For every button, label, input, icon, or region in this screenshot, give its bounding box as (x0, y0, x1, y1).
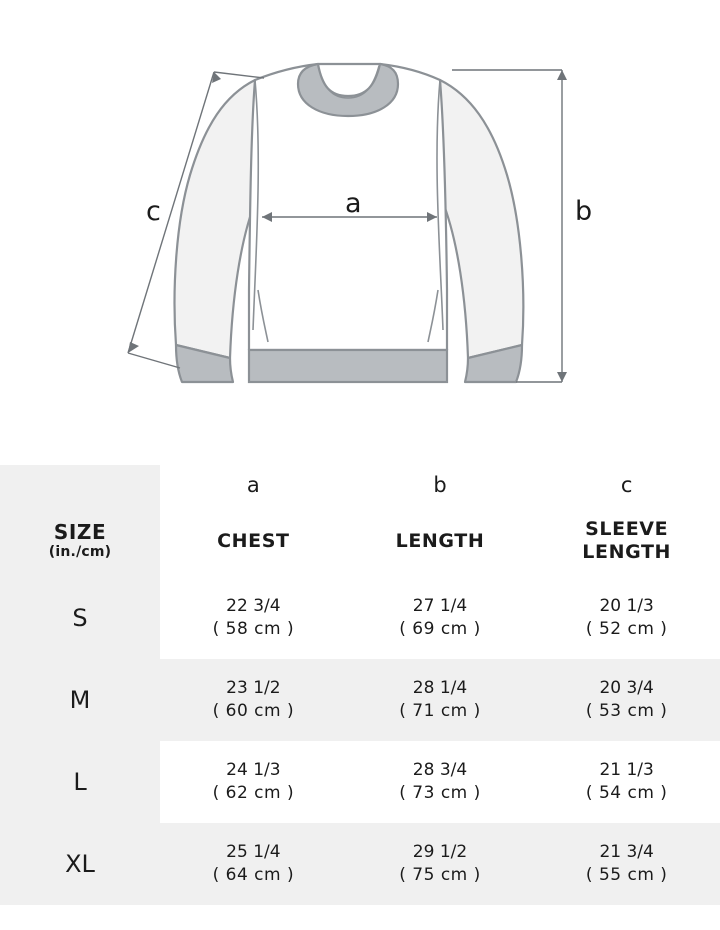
header-size-label: SIZE (53, 520, 107, 545)
row-size-xl: XL (0, 823, 160, 905)
cell-length-s-in: 27 1/4 (412, 596, 468, 617)
cell-chest-m-in: 23 1/2 (226, 678, 281, 699)
cell-sleeve-l-cm: ( 54 cm ) (585, 783, 668, 803)
cell-chest-xl (160, 823, 347, 905)
cell-length-m-in: 28 1/4 (412, 678, 468, 699)
dimension-b-arrow-bottom (557, 372, 567, 382)
table-row (0, 577, 720, 659)
row-size-m: M (0, 659, 160, 741)
cell-sleeve-s-cm: ( 52 cm ) (585, 619, 668, 639)
cell-chest-l-cm: ( 62 cm ) (212, 783, 295, 803)
dimension-c-guide-bottom (128, 353, 180, 368)
cell-sleeve-m-in: 20 3/4 (599, 678, 654, 699)
cell-sleeve-xl (533, 823, 720, 905)
cell-length-xl-in: 29 1/2 (412, 842, 468, 863)
size-chart (0, 465, 720, 930)
cell-sleeve-l (533, 741, 720, 823)
cell-chest-s-in: 22 3/4 (226, 596, 281, 617)
right-sleeve (440, 80, 523, 358)
cell-length-m (347, 659, 534, 741)
row-size-s: S (0, 577, 160, 659)
table-key-row (0, 465, 720, 505)
cell-sleeve-m-cm: ( 53 cm ) (585, 701, 668, 721)
dimension-c-guide-top (214, 72, 264, 78)
cell-chest-s (160, 577, 347, 659)
left-sleeve (175, 80, 256, 358)
table-row (0, 741, 720, 823)
cell-length-l-cm: ( 73 cm ) (399, 783, 481, 803)
table-row (0, 823, 720, 905)
cell-chest-l-in: 24 1/3 (226, 760, 281, 781)
waistband (249, 350, 447, 382)
garment-drawing (175, 64, 524, 382)
cell-sleeve-s-in: 20 1/3 (599, 596, 654, 617)
cell-chest-m-cm: ( 60 cm ) (212, 701, 295, 721)
cell-chest-xl-in: 25 1/4 (226, 842, 281, 863)
key-cell-a: a (160, 465, 347, 505)
cell-sleeve-xl-in: 21 3/4 (599, 842, 654, 863)
row-size-l: L (0, 741, 160, 823)
dimension-label-c: c (146, 196, 161, 227)
key-cell-c: c (533, 465, 720, 505)
cell-sleeve-m (533, 659, 720, 741)
cell-length-xl (347, 823, 534, 905)
cell-chest-l (160, 741, 347, 823)
header-size-unit: (in./cm) (48, 544, 112, 561)
header-sleeve-line1: SLEEVE (585, 518, 669, 541)
cell-length-m-cm: ( 71 cm ) (399, 701, 481, 721)
header-length: LENGTH (395, 530, 485, 552)
key-cell-empty (0, 465, 160, 505)
cell-chest-xl-cm: ( 64 cm ) (212, 865, 295, 885)
cell-chest-m (160, 659, 347, 741)
dimension-c-arrow-bottom (128, 342, 139, 353)
table-header-row (0, 505, 720, 577)
cell-chest-s-cm: ( 58 cm ) (212, 619, 295, 639)
cell-length-l (347, 741, 534, 823)
cell-length-s-cm: ( 69 cm ) (399, 619, 481, 639)
cell-length-s (347, 577, 534, 659)
header-size (0, 505, 160, 577)
table-row (0, 659, 720, 741)
size-table (0, 465, 720, 905)
dimension-label-b: b (575, 196, 593, 227)
cell-length-l-in: 28 3/4 (412, 760, 468, 781)
dimension-b-arrow-top (557, 70, 567, 80)
cell-sleeve-s (533, 577, 720, 659)
dimension-label-a: a (345, 188, 362, 219)
header-sleeve-length (533, 505, 720, 577)
cell-length-xl-cm: ( 75 cm ) (399, 865, 481, 885)
header-sleeve-line2: LENGTH (582, 541, 672, 563)
cell-sleeve-xl-cm: ( 55 cm ) (585, 865, 668, 885)
header-chest: CHEST (217, 530, 290, 552)
key-cell-b: b (347, 465, 534, 505)
cell-sleeve-l-in: 21 1/3 (599, 760, 654, 781)
